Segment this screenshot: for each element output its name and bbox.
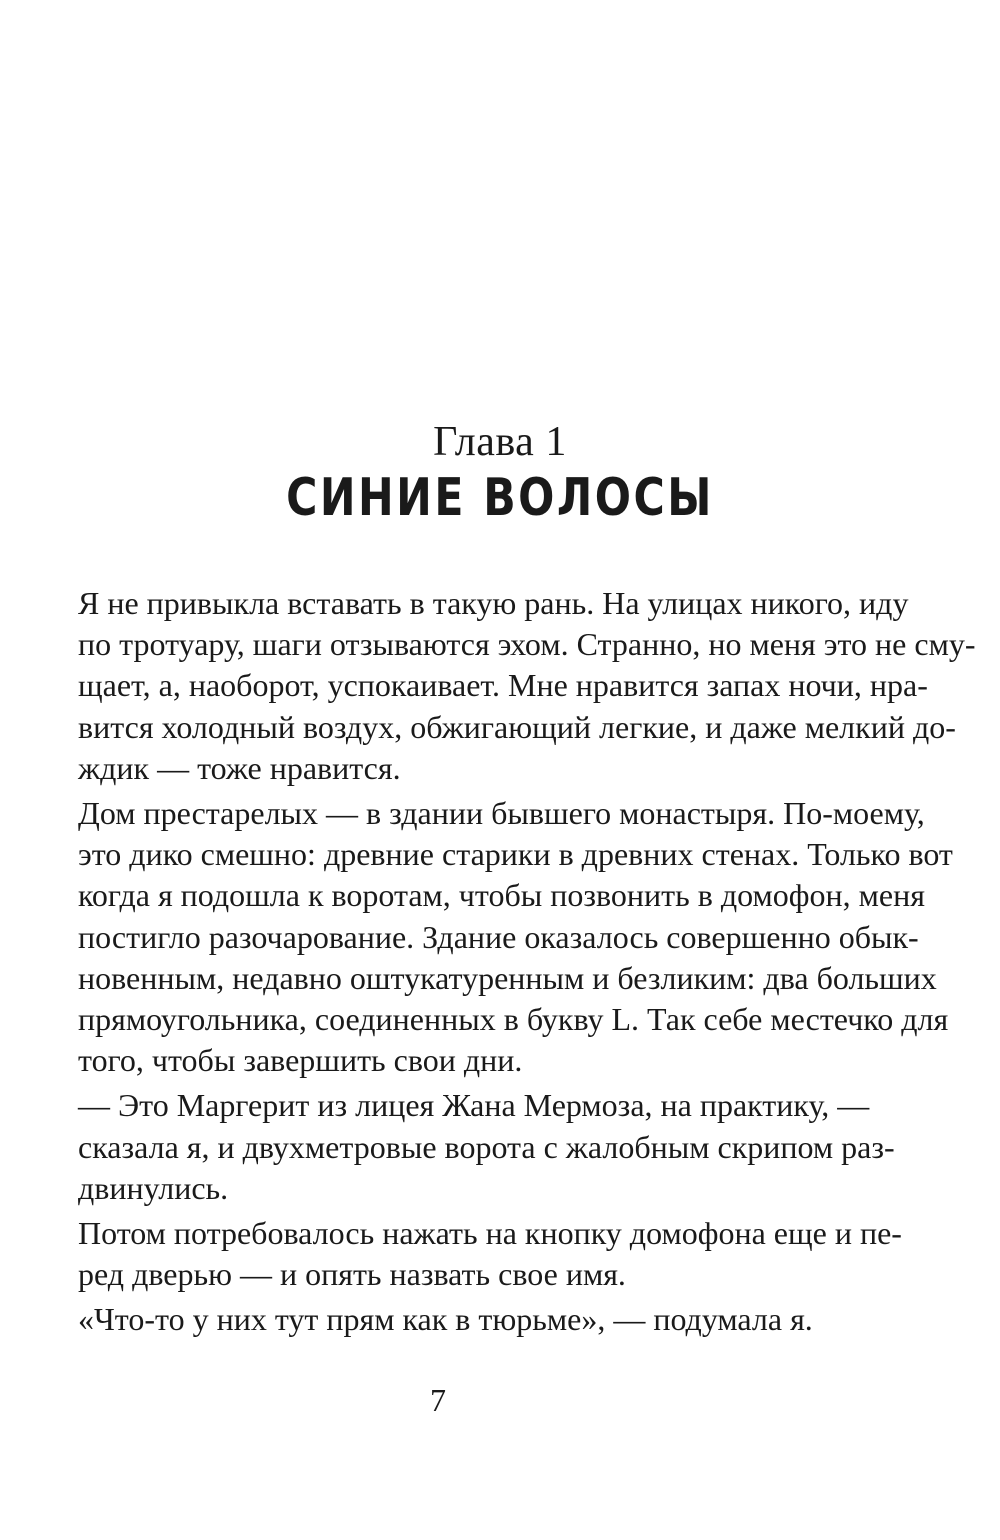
paragraph [78, 583, 976, 789]
text-line: по тротуару, шаги отзываются эхом. Странно, но меня это не сму- [78, 626, 976, 663]
text-line: это дико смешно: древние старики в древних стенах. Только вот [78, 836, 953, 873]
text-line: того, чтобы завершить свои дни. [78, 1042, 523, 1079]
paragraph [78, 1213, 902, 1295]
text-line: ред дверью — и опять назвать свое имя. [78, 1256, 626, 1293]
text-line: сказала я, и двухметровые ворота с жалобным скрипом раз- [78, 1128, 895, 1165]
text-line: щает, а, наоборот, успокаивает. Мне нравится запах ночи, нра- [78, 667, 928, 704]
text-line: постигло разочарование. Здание оказалось совершенно обык- [78, 918, 919, 955]
text-line: «Что-то у них тут прям как в тюрьме», — подумала я. [78, 1301, 813, 1338]
text-line: Я не привыкла вставать в такую рань. На улицах никого, иду [78, 585, 909, 621]
chapter-label: Глава 1 [433, 419, 567, 465]
text-line: прямоугольника, соединенных в букву L. Так себе местечко для [78, 1001, 949, 1038]
text-line: Потом потребовалось нажать на кнопку домофона еще и пе- [78, 1215, 902, 1252]
text-line: ждик — тоже нравится. [78, 749, 401, 786]
text-line: двинулись. [78, 1169, 229, 1206]
paragraph [78, 1085, 895, 1209]
chapter-title: СИНИЕ ВОЛОСЫ [286, 468, 714, 528]
text-line: новенным, недавно оштукатуренным и безликим: два больших [78, 959, 937, 996]
text-line: Дом престарелых — в здании бывшего монастыря. По-моему, [78, 795, 925, 832]
text-line: — Это Маргерит из лицея Жана Мермоза, на практику, — [78, 1087, 870, 1124]
paragraph [78, 1299, 838, 1340]
text-line: вится холодный воздух, обжигающий легкие, и даже мелкий до- [78, 708, 956, 745]
page-number: 7 [430, 1382, 446, 1418]
text-line: когда я подошла к воротам, чтобы позвонить в домофон, меня [78, 877, 925, 914]
paragraph [78, 793, 953, 1081]
body-text [78, 583, 976, 1345]
